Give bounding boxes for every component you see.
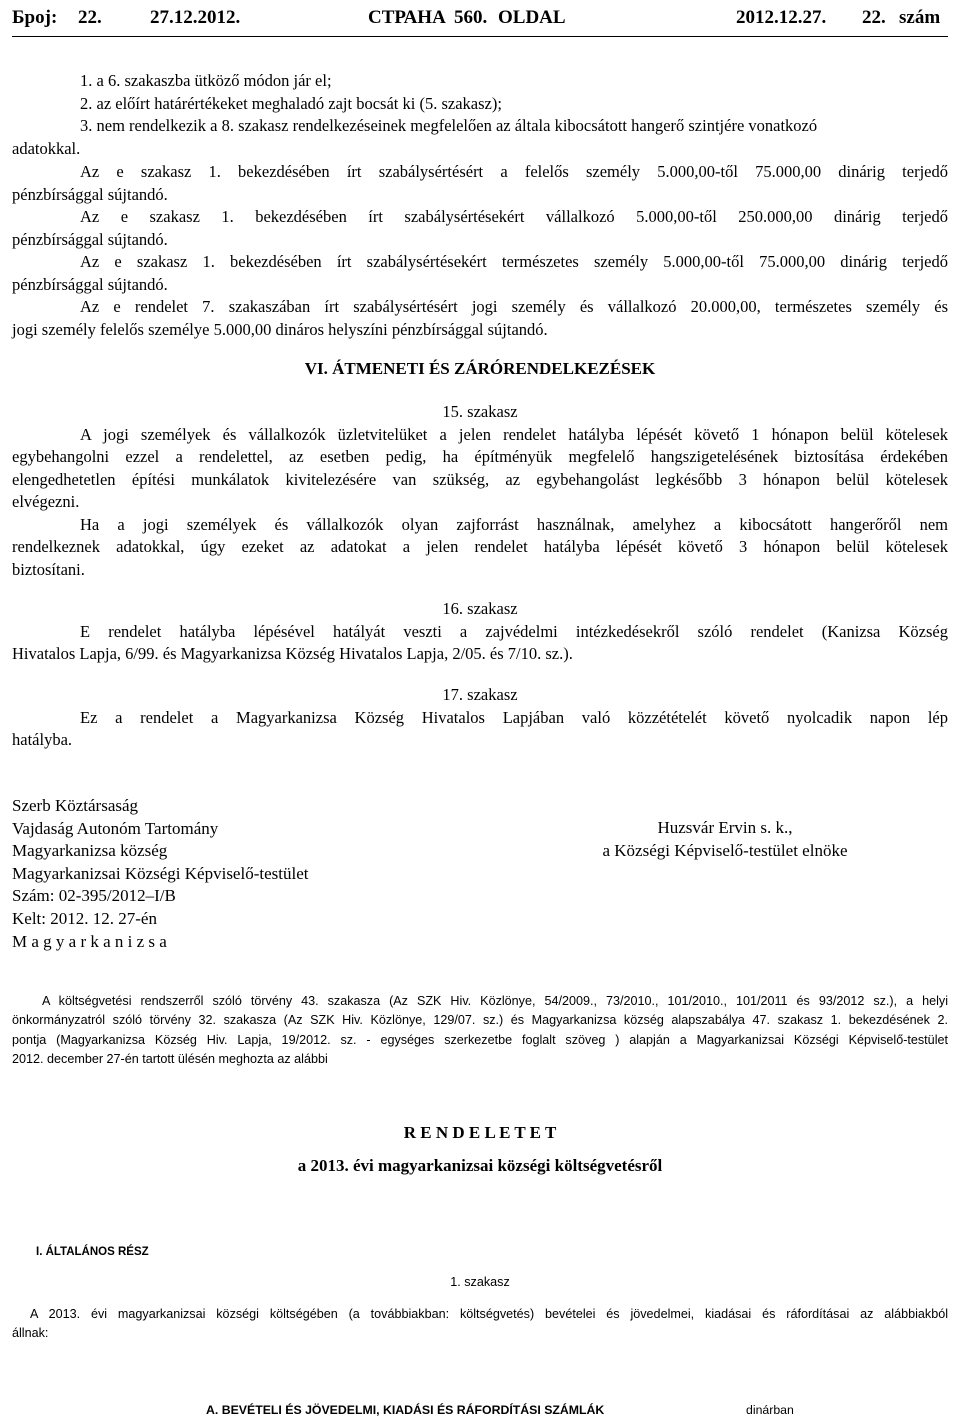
penalty-2-cont: pénzbírsággal sújtandó. — [12, 229, 168, 249]
paragraph-line: rendelkeznek adatokkal, úgy ezeket az adatokat a jelen rendelet hatályba lépését követő 3 hónapon belül kötelesek — [12, 537, 948, 556]
signatory-name: Huzsvár Ervin s. k., — [657, 818, 793, 837]
paragraph-line: állnak: — [12, 1326, 49, 1340]
table-unit: dinárban — [746, 1403, 794, 1417]
paragraph-line: A jogi személyek és vállalkozók üzletvitelüket a jelen rendelet hatályba lépését követő 1 hónapon belül kötelesek — [80, 424, 948, 444]
penalty-4: Az e rendelet 7. szakaszában írt szabálysértésért jogi személy és vállalkozó 20.000,00, természetes személy és — [80, 297, 948, 316]
paragraph-line: E rendelet hatályba lépésével hatályát veszti a zajvédelmi intézkedésekről szóló rendelet (Kanizsa Község — [80, 621, 948, 641]
header-issue-number: 22. — [78, 7, 102, 28]
header-page-number: 560. — [454, 7, 488, 28]
list-item: 2. az előírt határértékeket meghaladó zajt bocsát ki (5. szakasz); — [80, 93, 502, 113]
list-item: 3. nem rendelkezik a 8. szakasz rendelkezéseinek megfelelően az általa kibocsátott hangerő szintjére vonatkozó — [80, 116, 818, 135]
header-divider — [12, 36, 948, 37]
penalty-3-cont: pénzbírsággal sújtandó. — [12, 274, 168, 294]
paragraph-line: hatályba. — [12, 730, 73, 749]
header-oldal: OLDAL — [498, 7, 566, 28]
preamble-line: A költségvetési rendszerről szóló törvény 43. szakasza (Az SZK Hiv. Közlönye, 54/2009., 73/2010., 101/2010., 101/2011 és 93/2012 sz.), a helyi — [42, 994, 948, 1008]
section-15 — [12, 401, 948, 581]
section-1 — [12, 1305, 948, 1343]
paragraph-line: egybehangolni ezzel a rendelettel, az esetben pedig, ha építményük megfelelő hangszigetelésének biztosítása érdekében — [12, 447, 948, 466]
penalty-3: Az e szakasz 1. bekezdésében írt szabálysértésekért természetes személy 5.000,00-től 75.000,00 dinárig terjedő — [80, 252, 948, 271]
section-title: 17. szakasz — [442, 685, 518, 704]
issuer-line: Kelt: 2012. 12. 27-én — [12, 908, 157, 928]
issuer-line: Szám: 02-395/2012–I/B — [12, 886, 176, 906]
paragraph-line: A 2013. évi magyarkanizsai községi költségében (a továbbiakban: költségvetés) bevételei és jövedelmei, kiadásai és ráfordításai az alábbiakból — [30, 1307, 948, 1321]
decree-subtitle: a 2013. évi magyarkanizsai községi költségvetésről — [297, 1156, 663, 1175]
section-17 — [12, 684, 948, 752]
header-szam: szám — [899, 7, 941, 28]
list-item-continuation: adatokkal. — [12, 138, 81, 158]
page-header — [12, 3, 948, 31]
chapter-heading: VI. ÁTMENETI ÉS ZÁRÓRENDELKEZÉSEK — [304, 359, 656, 378]
header-date-hu: 2012.12.27. — [736, 7, 827, 28]
issuer-line: Szerb Köztársaság — [12, 796, 139, 815]
issuer-block — [12, 795, 308, 953]
penalty-2: Az e szakasz 1. bekezdésében írt szabálysértésekért vállalkozó 5.000,00-től 250.000,00 dinárig terjedő — [80, 207, 948, 226]
issuer-line: Magyarkanizsai Községi Képviselő-testület — [12, 863, 309, 883]
preamble-line: 2012. december 27-én tartott ülésén meghozta az alábbi — [12, 1051, 328, 1066]
header-date: 27.12.2012. — [150, 7, 241, 28]
paragraph-line: elengedhetetlen építési munkálatok kivitelezésére van szükség, az egybehangolást legkésőbb 3 hónapon belül kötelesek — [12, 469, 948, 489]
preamble-line: pontja (Magyarkanizsa Község Hiv. Lapja, 19/2012. sz. - egységes szerkezetbe foglalt szöveg ) alapján a Magyarkanizsai Községi Képviselő-testület — [12, 1032, 948, 1047]
preamble-line: önkormányzatról szóló törvény 32. szakasza (Az SZK Hiv. Közlönye, 129/07. sz.) és Magyarkanizsa község alapszabálya 47. szakasz 1. bekezdésének 2. — [12, 1013, 948, 1028]
paragraph-line: Ez a rendelet a Magyarkanizsa Község Hivatalos Lapjában való közzétételét követő nyolcadik napon lép — [80, 707, 948, 727]
issuer-line: M a g y a r k a n i z s a — [12, 931, 167, 951]
part-heading: I. ÁLTALÁNOS RÉSZ — [36, 1246, 149, 1258]
issuer-line: Magyarkanizsa község — [12, 841, 168, 861]
list-item: 1. a 6. szakaszba ütköző módon jár el; — [80, 71, 332, 90]
penalty-4-cont: jogi személy felelős személye 5.000,00 dináros helyszíni pénzbírsággal sújtandó. — [12, 319, 548, 339]
violation-list — [12, 70, 948, 160]
signatory-block — [540, 817, 910, 862]
section-16 — [12, 598, 948, 666]
header-broj: Број: — [12, 7, 58, 28]
paragraph-line: biztosítani. — [12, 559, 85, 579]
preamble — [12, 992, 948, 1069]
penalty-1: Az e szakasz 1. bekezdésében írt szabálysértésért a felelős személy 5.000,00-től 75.000,00 dinárig terjedő — [80, 162, 948, 181]
paragraph-line: Ha a jogi személyek és vállalkozók olyan zajforrást használnak, amelyhez a kibocsátott hangerőről nem — [80, 514, 948, 534]
paragraph-line: Hivatalos Lapja, 6/99. és Magyarkanizsa Község Hivatalos Lapja, 2/05. és 7/10. sz.). — [12, 644, 573, 663]
penalty-1-cont: pénzbírsággal sújtandó. — [12, 184, 168, 204]
signatory-role: a Községi Képviselő-testület elnöke — [602, 840, 848, 860]
penalty-paragraphs — [12, 161, 948, 341]
issuer-line: Vajdaság Autonóm Tartomány — [12, 818, 219, 838]
decree-title: R E N D E L E T E T — [403, 1123, 557, 1142]
section-title: 15. szakasz — [442, 402, 518, 421]
header-issue-number-hu: 22. — [862, 7, 886, 28]
section-title: 16. szakasz — [442, 599, 518, 618]
header-strana: СТРАНА — [368, 7, 446, 28]
paragraph-line: elvégezni. — [12, 492, 80, 511]
section-1-title: 1. szakasz — [450, 1275, 510, 1289]
table-heading: A. BEVÉTELI ÉS JÖVEDELMI, KIADÁSI ÉS RÁFORDÍTÁSI SZÁMLÁK — [206, 1403, 605, 1417]
